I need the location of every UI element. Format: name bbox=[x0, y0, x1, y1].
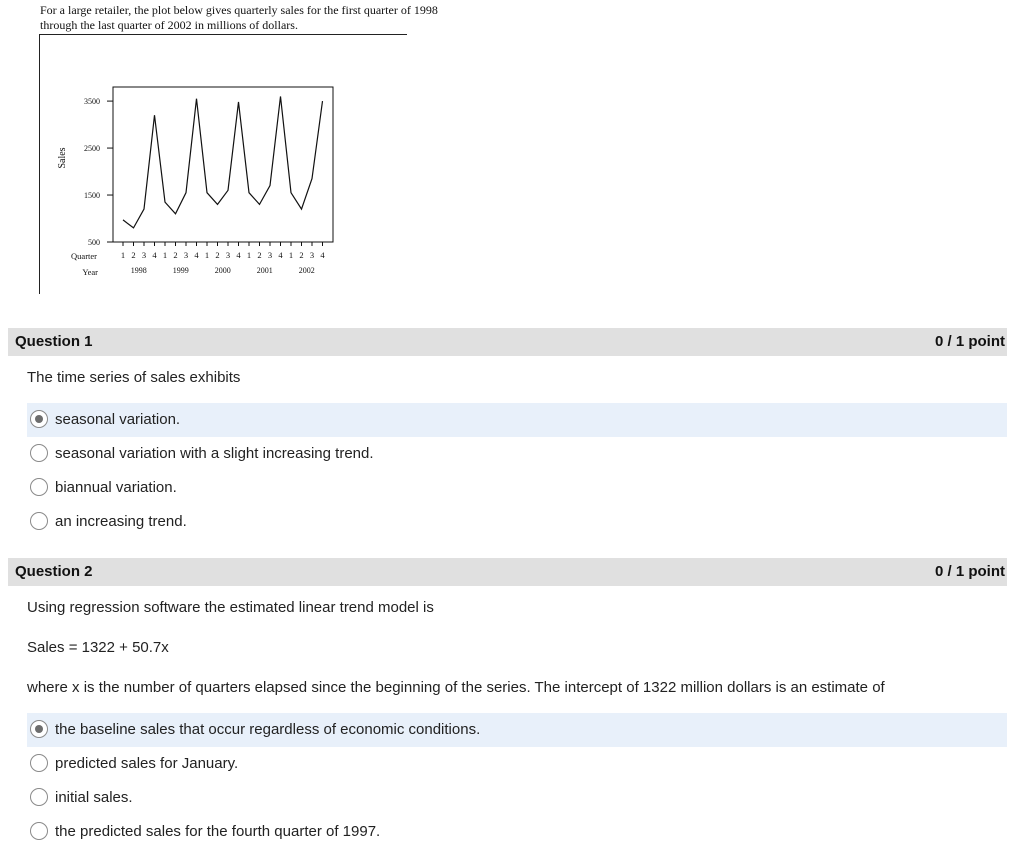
intro-text bbox=[40, 3, 510, 33]
quarter-tick-label: 3 bbox=[309, 250, 315, 260]
question-1-prompt: The time series of sales exhibits bbox=[27, 369, 241, 386]
radio-button[interactable] bbox=[30, 822, 48, 840]
question-1-option-2[interactable] bbox=[27, 437, 1007, 471]
option-label: initial sales. bbox=[55, 789, 133, 806]
y-tick-label: 2500 bbox=[84, 144, 100, 154]
y-axis bbox=[84, 97, 113, 247]
question-2-prompt: Using regression software the estimated linear trend model is bbox=[27, 599, 434, 616]
quarter-tick-label: 4 bbox=[236, 250, 241, 260]
option-label: the predicted sales for the fourth quarter of 1997. bbox=[55, 823, 381, 840]
quarter-tick-label: 4 bbox=[152, 250, 157, 260]
y-tick-label: 500 bbox=[88, 238, 100, 247]
question-1-option-3[interactable] bbox=[27, 471, 1007, 505]
question-2-header bbox=[8, 558, 1007, 586]
question-2-points: 0 / 1 point bbox=[934, 563, 1005, 580]
radio-button[interactable] bbox=[30, 788, 48, 806]
radio-selected-dot bbox=[35, 725, 43, 733]
option-label: biannual variation. bbox=[55, 479, 177, 496]
question-1-header bbox=[8, 328, 1007, 356]
option-label: the baseline sales that occur regardless of economic conditions. bbox=[55, 721, 481, 738]
question-2-option-4[interactable] bbox=[27, 815, 1007, 849]
option-label: seasonal variation with a slight increasing trend. bbox=[55, 445, 374, 462]
quarter-tick-label: 2 bbox=[215, 250, 220, 260]
chart-frame bbox=[113, 87, 333, 242]
quarter-tick-label: 4 bbox=[194, 250, 199, 260]
quarter-tick-label: 2 bbox=[131, 250, 136, 260]
radio-button[interactable] bbox=[30, 444, 48, 462]
quarter-tick-label: 1 bbox=[120, 250, 126, 260]
quarter-tick-label: 2 bbox=[299, 250, 304, 260]
question-2-option-3[interactable] bbox=[27, 781, 1007, 815]
question-1-points: 0 / 1 point bbox=[934, 333, 1005, 350]
radio-button[interactable] bbox=[30, 410, 48, 428]
year-tick-label: 1999 bbox=[172, 266, 189, 275]
quarter-tick-label: 1 bbox=[162, 250, 168, 260]
radio-button[interactable] bbox=[30, 512, 48, 530]
question-2-option-1[interactable] bbox=[27, 713, 1007, 747]
quarter-row-label: Quarter bbox=[71, 251, 97, 261]
plot-frame bbox=[113, 87, 333, 242]
question-2-title: Question 2 bbox=[15, 563, 93, 580]
year-tick-label: 2000 bbox=[214, 266, 231, 275]
sales-series-line bbox=[123, 96, 323, 228]
y-tick-label: 3500 bbox=[84, 97, 100, 107]
question-2-option-2[interactable] bbox=[27, 747, 1007, 781]
y-axis-label: Sales bbox=[57, 147, 68, 169]
option-label: seasonal variation. bbox=[55, 411, 181, 428]
radio-button[interactable] bbox=[30, 754, 48, 772]
intro-line-2: through the last quarter of 2002 in millions of dollars. bbox=[40, 18, 298, 32]
option-label: predicted sales for January. bbox=[55, 755, 239, 772]
quarter-tick-label: 2 bbox=[257, 250, 262, 260]
quarter-tick-label: 3 bbox=[267, 250, 273, 260]
intro-line-1: For a large retailer, the plot below gives quarterly sales for the first quarter of 1998 bbox=[40, 3, 438, 17]
question-2-equation: Sales = 1322 + 50.7x bbox=[27, 639, 169, 656]
question-1-title: Question 1 bbox=[15, 333, 93, 350]
quarter-tick-label: 1 bbox=[288, 250, 294, 260]
quarter-tick-label: 3 bbox=[141, 250, 147, 260]
quarter-tick-label: 4 bbox=[278, 250, 283, 260]
year-tick-label: 2001 bbox=[256, 266, 273, 275]
radio-selected-dot bbox=[35, 415, 43, 423]
radio-button[interactable] bbox=[30, 720, 48, 738]
radio-button[interactable] bbox=[30, 478, 48, 496]
option-label: an increasing trend. bbox=[55, 513, 187, 530]
question-1-option-4[interactable] bbox=[27, 505, 1007, 539]
question-1-option-1[interactable] bbox=[27, 403, 1007, 437]
year-row-label: Year bbox=[82, 267, 98, 277]
question-2-prompt-continued: where x is the number of quarters elapsed since the beginning of the series. The intercept of 1322 million dollars is an estimate of bbox=[27, 679, 885, 696]
sales-chart bbox=[40, 35, 340, 285]
quarter-tick-label: 1 bbox=[246, 250, 252, 260]
quarter-tick-label: 3 bbox=[183, 250, 189, 260]
quarter-tick-label: 3 bbox=[225, 250, 231, 260]
quarter-tick-label: 4 bbox=[320, 250, 325, 260]
quarter-tick-label: 2 bbox=[173, 250, 178, 260]
year-tick-label: 2002 bbox=[298, 266, 315, 275]
x-axis bbox=[121, 242, 326, 275]
y-tick-label: 1500 bbox=[84, 191, 100, 201]
quarter-tick-label: 1 bbox=[204, 250, 210, 260]
year-tick-label: 1998 bbox=[130, 266, 147, 275]
